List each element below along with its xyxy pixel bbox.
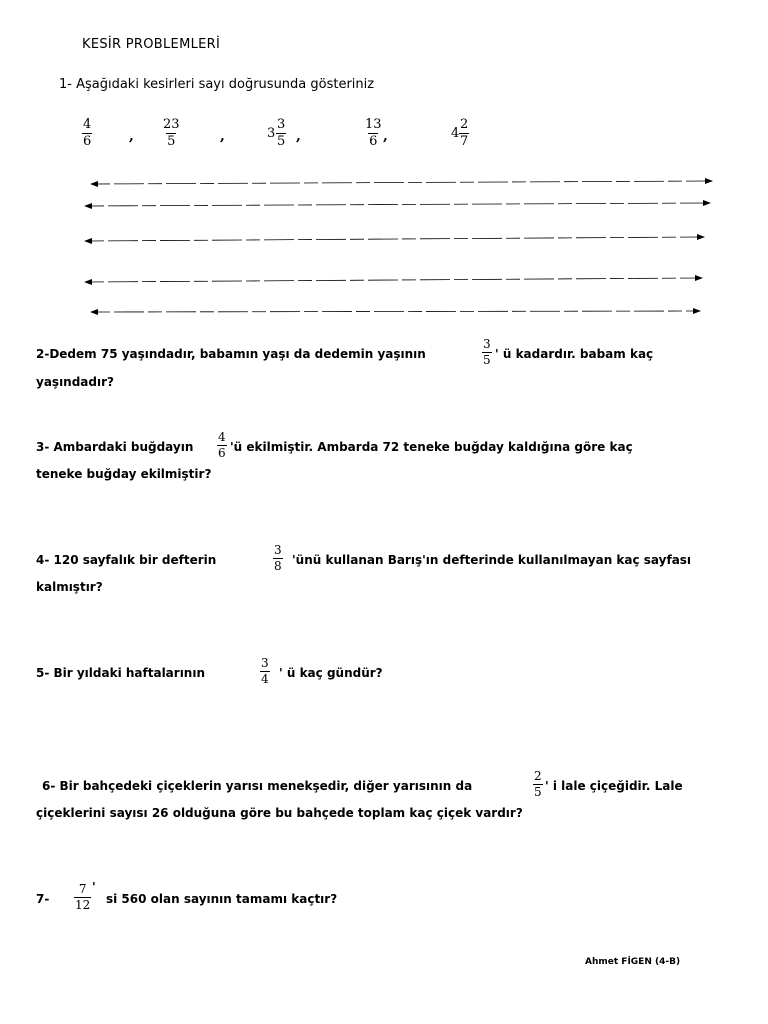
fraction-numerator: 7 <box>78 882 87 896</box>
question-4-text: 4- 120 sayfalık bir defterin <box>36 553 217 567</box>
arrowhead-left <box>84 279 92 285</box>
fraction-3-denominator: 5 <box>277 134 286 149</box>
fraction-5-whole: 4 <box>451 126 460 141</box>
question-7-text: si 560 olan sayının tamamı kaçtır? <box>106 892 338 906</box>
question-6-line2: çiçeklerini sayısı 26 olduğuna göre bu bahçede toplam kaç çiçek vardır? <box>36 806 523 820</box>
number-line <box>96 181 708 184</box>
number-line <box>90 237 700 241</box>
fraction-denominator: 8 <box>274 559 282 573</box>
question-2-text-cont: ' ü kadardır. babam kaç <box>495 347 654 361</box>
question-5-fraction <box>260 657 270 686</box>
question-6-fraction <box>533 770 543 799</box>
separator-comma: , <box>296 128 301 144</box>
number-line <box>90 278 698 282</box>
fraction-1-denominator: 6 <box>83 134 92 149</box>
number-line <box>96 311 696 312</box>
arrowhead-right <box>705 178 713 184</box>
fraction-1-numerator: 4 <box>83 117 92 132</box>
fraction-2-denominator: 5 <box>167 134 176 149</box>
fraction-5-denominator: 7 <box>460 134 469 149</box>
question-2-fraction <box>482 338 492 367</box>
fraction-3-whole: 3 <box>267 126 276 141</box>
fraction-numerator: 3 <box>274 543 282 557</box>
arrowhead-right <box>703 200 711 206</box>
question-4-fraction <box>273 544 283 573</box>
fraction-4-numerator: 13 <box>365 117 382 132</box>
question-3-line2: teneke buğday ekilmiştir? <box>36 467 212 481</box>
fraction-numerator: 3 <box>483 337 491 351</box>
arrowhead-left <box>84 238 92 244</box>
fraction-numerator: 4 <box>218 430 226 444</box>
apostrophe-mark: ' <box>92 880 96 894</box>
arrowhead-right <box>697 234 705 240</box>
arrowhead-left <box>90 309 98 315</box>
separator-comma: , <box>383 128 388 144</box>
fraction-3-numerator: 3 <box>277 117 286 132</box>
arrowhead-left <box>90 181 98 187</box>
question-3-fraction <box>217 431 227 460</box>
fraction-denominator: 4 <box>261 672 269 686</box>
number-line <box>90 203 706 206</box>
fraction-denominator: 6 <box>218 446 226 460</box>
arrowhead-left <box>84 203 92 209</box>
fraction-4-denominator: 6 <box>369 134 378 149</box>
question-7-number: 7- <box>36 892 50 906</box>
fraction-numerator: 2 <box>534 769 542 783</box>
question-2-line2: yaşındadır? <box>36 375 114 389</box>
fraction-denominator: 5 <box>483 353 491 367</box>
question-3-text-cont: 'ü ekilmiştir. Ambarda 72 teneke buğday kaldığına göre kaç <box>230 440 633 454</box>
question-6-text: 6- Bir bahçedeki çiçeklerin yarısı menekşedir, diğer yarısının da <box>42 779 473 793</box>
question-5-text-cont: ' ü kaç gündür? <box>279 666 383 680</box>
separator-comma: , <box>129 128 134 144</box>
fraction-2-numerator: 23 <box>163 117 180 132</box>
question-2-text: 2-Dedem 75 yaşındadır, babamın yaşı da dedemin yaşının <box>36 347 426 361</box>
question-4-line2: kalmıştır? <box>36 580 103 594</box>
page-title: KESİR PROBLEMLERİ <box>82 37 221 52</box>
question-1-text: 1- Aşağıdaki kesirleri sayı doğrusunda gösteriniz <box>59 77 375 92</box>
fraction-denominator: 12 <box>75 898 91 912</box>
fraction-5-numerator: 2 <box>460 117 469 132</box>
question-3-text: 3- Ambardaki buğdayın <box>36 440 194 454</box>
arrowhead-right <box>695 275 703 281</box>
author-footer: Ahmet FİGEN (4-B) <box>585 957 681 967</box>
fraction-denominator: 5 <box>534 785 542 799</box>
fraction-numerator: 3 <box>261 656 269 670</box>
arrowhead-right <box>693 308 701 314</box>
question-4-text-cont: 'ünü kullanan Barış'ın defterinde kullanılmayan kaç sayfası <box>292 553 692 567</box>
question-7-fraction <box>74 883 91 912</box>
question-5-text: 5- Bir yıldaki haftalarının <box>36 666 206 680</box>
question-6-text-cont: ' i lale çiçeğidir. Lale <box>545 779 683 793</box>
separator-comma: , <box>220 128 225 144</box>
